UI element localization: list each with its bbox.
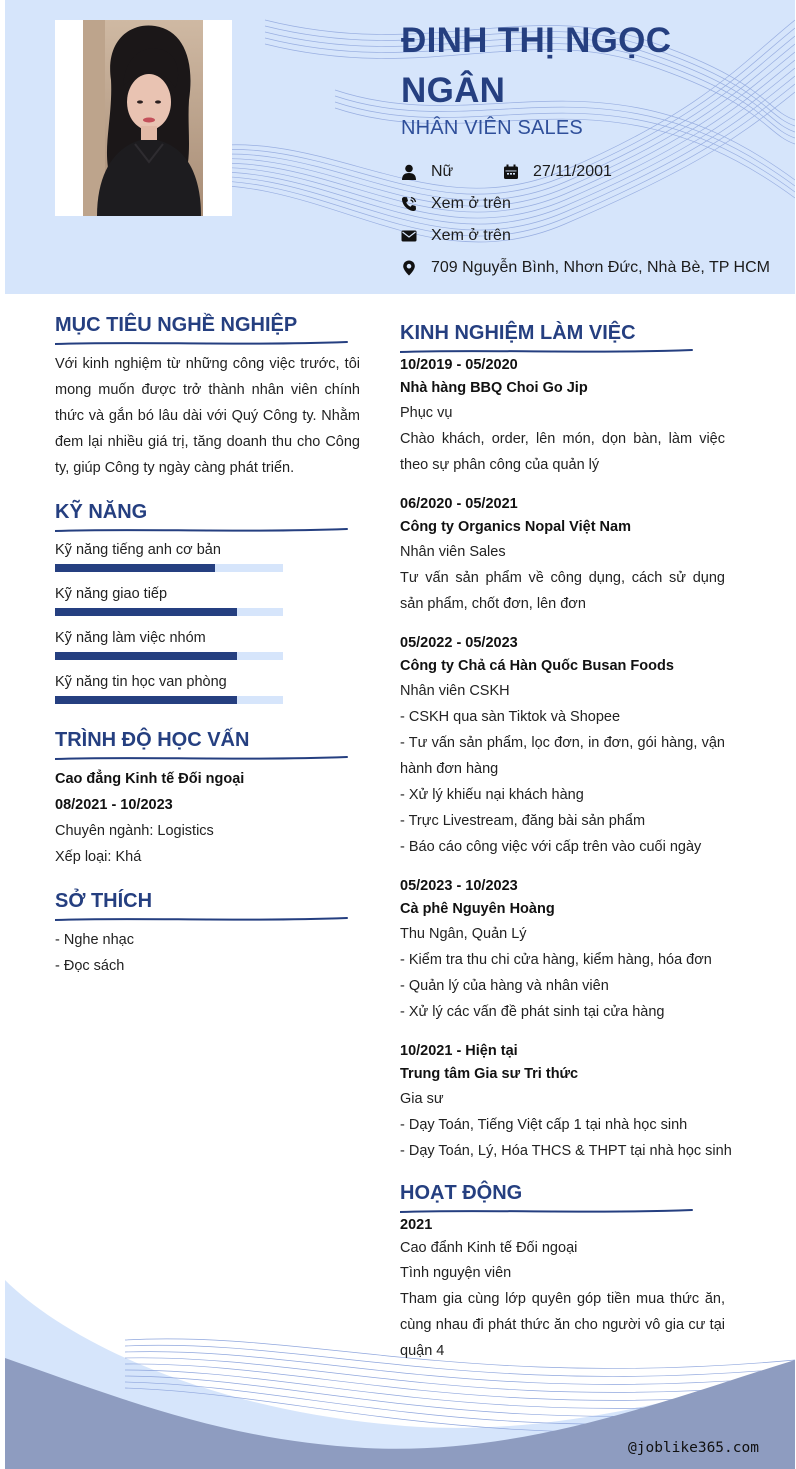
job-period: 05/2023 - 10/2023 bbox=[400, 878, 518, 894]
hobby-item: - Đọc sách bbox=[55, 958, 125, 974]
job-company: Nhà hàng BBQ Choi Go Jip bbox=[400, 380, 588, 396]
skill-bar bbox=[55, 608, 283, 616]
job-company: Công ty Organics Nopal Việt Nam bbox=[400, 519, 631, 535]
candidate-name: ĐINH THỊ NGỌC NGÂN bbox=[401, 21, 672, 110]
job-company: Cà phê Nguyên Hoàng bbox=[400, 901, 555, 917]
job-detail: - Xử lý khiếu nại khách hàng bbox=[400, 787, 584, 803]
skill-bar-fill bbox=[55, 564, 215, 572]
job-company: Công ty Chả cá Hàn Quốc Busan Foods bbox=[400, 658, 674, 674]
phone-icon bbox=[401, 196, 417, 212]
job-detail: - Dạy Toán, Lý, Hóa THCS & THPT tại nhà học sinh bbox=[400, 1143, 732, 1159]
profile-photo bbox=[83, 20, 203, 216]
profile-photo-frame bbox=[55, 20, 232, 216]
activity-role: Tình nguyện viên bbox=[400, 1265, 512, 1281]
education-heading-text: TRÌNH ĐỘ HỌC VẤN bbox=[55, 729, 250, 751]
job-role: Nhân viên CSKH bbox=[400, 683, 510, 699]
skill-bar bbox=[55, 564, 283, 572]
education-grade: Xếp loại: Khá bbox=[55, 849, 142, 865]
job-period: 10/2019 - 05/2020 bbox=[400, 357, 518, 373]
user-icon bbox=[401, 164, 417, 180]
job-company: Trung tâm Gia sư Tri thức bbox=[400, 1066, 579, 1082]
experience-heading bbox=[400, 322, 636, 345]
activity-org: Cao đẩnh Kinh tế Đối ngoại bbox=[400, 1240, 578, 1256]
activities-heading-text: HOẠT ĐỘNG bbox=[400, 1182, 523, 1204]
phone-value: Xem ở trên bbox=[431, 195, 511, 212]
skill-label: Kỹ năng làm việc nhóm bbox=[55, 630, 206, 646]
job-period: 05/2022 - 05/2023 bbox=[400, 635, 518, 651]
birthdate-value: 27/11/2001 bbox=[533, 163, 612, 180]
job-detail: - Trực Livestream, đăng bài sản phẩm bbox=[400, 813, 646, 829]
job-detail: - Quản lý của hàng và nhân viên bbox=[400, 978, 609, 994]
objective-text: Với kinh nghiệm từ những công việc trước, tôi mong muốn được trở thành nhân viên chính thức và gắn bó lâu dài với Quý Công ty. Nhằm đem lại nhiều giá trị, tăng doanh thu cho Công ty, giúp Công ty ngày càng phát triển. bbox=[55, 356, 360, 476]
cv-page bbox=[5, 0, 795, 1469]
activity-year: 2021 bbox=[400, 1217, 433, 1233]
job-role: Nhân viên Sales bbox=[400, 544, 506, 560]
job-role: Thu Ngân, Quản Lý bbox=[400, 926, 527, 942]
email-value: Xem ở trên bbox=[431, 227, 511, 244]
heading-underline bbox=[55, 340, 350, 348]
header bbox=[5, 0, 795, 294]
job-role: Phục vụ bbox=[400, 405, 453, 421]
experience-heading-text: KINH NGHIỆM LÀM VIỆC bbox=[400, 322, 636, 344]
heading-underline bbox=[55, 916, 350, 924]
skills-heading-text: KỸ NĂNG bbox=[55, 501, 148, 523]
education-heading bbox=[55, 729, 249, 752]
calendar-icon bbox=[503, 164, 519, 180]
skill-label: Kỹ năng tin học van phòng bbox=[55, 674, 227, 690]
job-period: 06/2020 - 05/2021 bbox=[400, 496, 518, 512]
job-title: NHÂN VIÊN SALES bbox=[401, 117, 583, 139]
job-detail: - Báo cáo công việc với cấp trên vào cuối ngày bbox=[400, 839, 702, 855]
gender-value: Nữ bbox=[431, 163, 454, 180]
job-detail: Tư vấn sản phẩm về công dụng, cách sử dụng sản phẩm, chốt đơn, lên đơn bbox=[400, 570, 725, 612]
job-detail: - CSKH qua sàn Tiktok và Shopee bbox=[400, 709, 621, 725]
activity-text: Tham gia cùng lớp quyên góp tiền mua thức ăn, cùng nhau đi phát thức ăn cho người vô gia cư tại quận 4 bbox=[400, 1291, 725, 1359]
skill-bar-fill bbox=[55, 696, 237, 704]
job-detail: - Dạy Toán, Tiếng Việt cấp 1 tại nhà học sinh bbox=[400, 1117, 688, 1133]
envelope-icon bbox=[401, 228, 417, 244]
job-detail: Chào khách, order, lên món, dọn bàn, làm việc theo sự phân công của quản lý bbox=[400, 431, 725, 473]
watermark: @joblike365.com bbox=[628, 1440, 759, 1456]
objective-heading-text: MỤC TIÊU NGHỀ NGHIỆP bbox=[55, 314, 298, 336]
job-role: Gia sư bbox=[400, 1091, 444, 1107]
activities-heading bbox=[400, 1182, 522, 1205]
education-school: Cao đẳng Kinh tế Đối ngoại bbox=[55, 771, 245, 787]
skill-bar bbox=[55, 652, 283, 660]
education-major: Chuyên ngành: Logistics bbox=[55, 823, 214, 839]
job-period: 10/2021 - Hiện tại bbox=[400, 1043, 518, 1059]
heading-underline bbox=[55, 527, 350, 535]
skill-bar bbox=[55, 696, 283, 704]
job-detail: - Kiểm tra thu chi cửa hàng, kiểm hàng, hóa đơn bbox=[400, 952, 712, 968]
skill-label: Kỹ năng tiếng anh cơ bản bbox=[55, 542, 221, 558]
hobbies-heading bbox=[55, 890, 152, 913]
hobby-item: - Nghe nhạc bbox=[55, 932, 134, 948]
skill-label: Kỹ năng giao tiếp bbox=[55, 586, 168, 602]
education-period: 08/2021 - 10/2023 bbox=[55, 797, 173, 813]
skills-heading bbox=[55, 501, 147, 524]
job-detail: - Tư vấn sản phẩm, lọc đơn, in đơn, gói hàng, vận hành đơn hàng bbox=[400, 735, 725, 777]
heading-underline bbox=[400, 1208, 695, 1216]
hobbies-heading-text: SỞ THÍCH bbox=[55, 890, 153, 912]
heading-underline bbox=[55, 755, 350, 763]
skill-bar-fill bbox=[55, 608, 237, 616]
skill-bar-fill bbox=[55, 652, 237, 660]
map-pin-icon bbox=[401, 260, 417, 276]
address-value: 709 Nguyễn Bình, Nhơn Đức, Nhà Bè, TP HCM bbox=[431, 259, 770, 276]
job-detail: - Xử lý các vấn đề phát sinh tại cửa hàng bbox=[400, 1004, 665, 1020]
objective-heading bbox=[55, 314, 297, 337]
